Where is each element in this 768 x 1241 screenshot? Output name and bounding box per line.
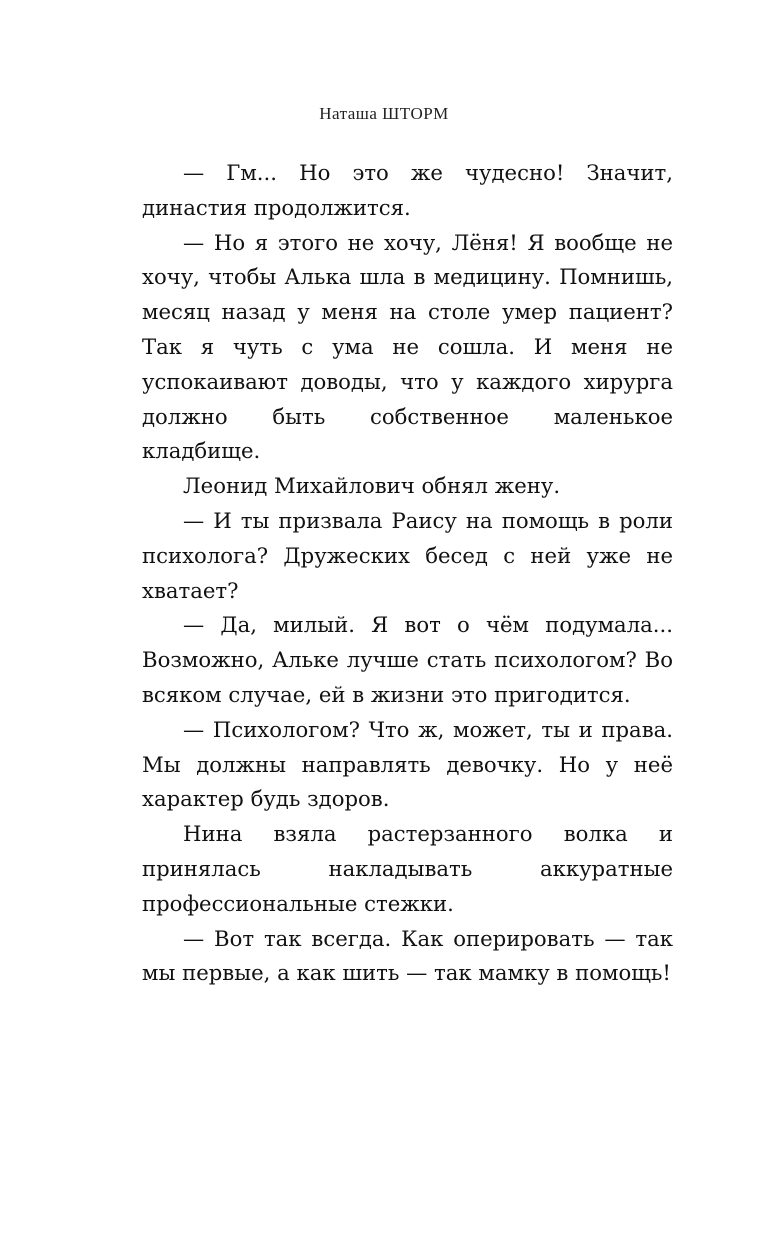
paragraph: Нина взяла растерзанного волка и принялась накладывать аккуратные профессиональные стежки. (142, 821, 673, 916)
body-text (142, 156, 673, 991)
paragraph: — Психологом? Что ж, может, ты и права. Мы должны направлять девочку. Но у неё характер будь здоров. (142, 716, 673, 812)
paragraph: — Да, милый. Я вот о чём подумала... Возможно, Альке лучше стать психологом? Во всяком случае, ей в жизни это пригодится. (142, 612, 673, 707)
paragraph: Леонид Михайлович обнял жену. (183, 473, 561, 499)
running-head: Наташа ШТОРМ (319, 104, 449, 123)
paragraph: — Но я этого не хочу, Лёня! Я вообще не хочу, чтобы Алька шла в медицину. Помнишь, месяц назад у меня на столе умер пациент? Так я чуть с ума не сошла. И меня не успокаивают доводы, что у каждого хирурга должно быть собственное маленькое кладбище. (142, 229, 673, 464)
paragraph: — Вот так всегда. Как оперировать — так мы первые, а как шить — так мамку в помощь! (142, 925, 673, 986)
paragraph: — И ты призвала Раису на помощь в роли психолога? Дружеских бесед с ней уже не хватает? (142, 507, 673, 603)
paragraph: — Гм... Но это же чудесно! Значит, династия продолжится. (142, 160, 673, 220)
